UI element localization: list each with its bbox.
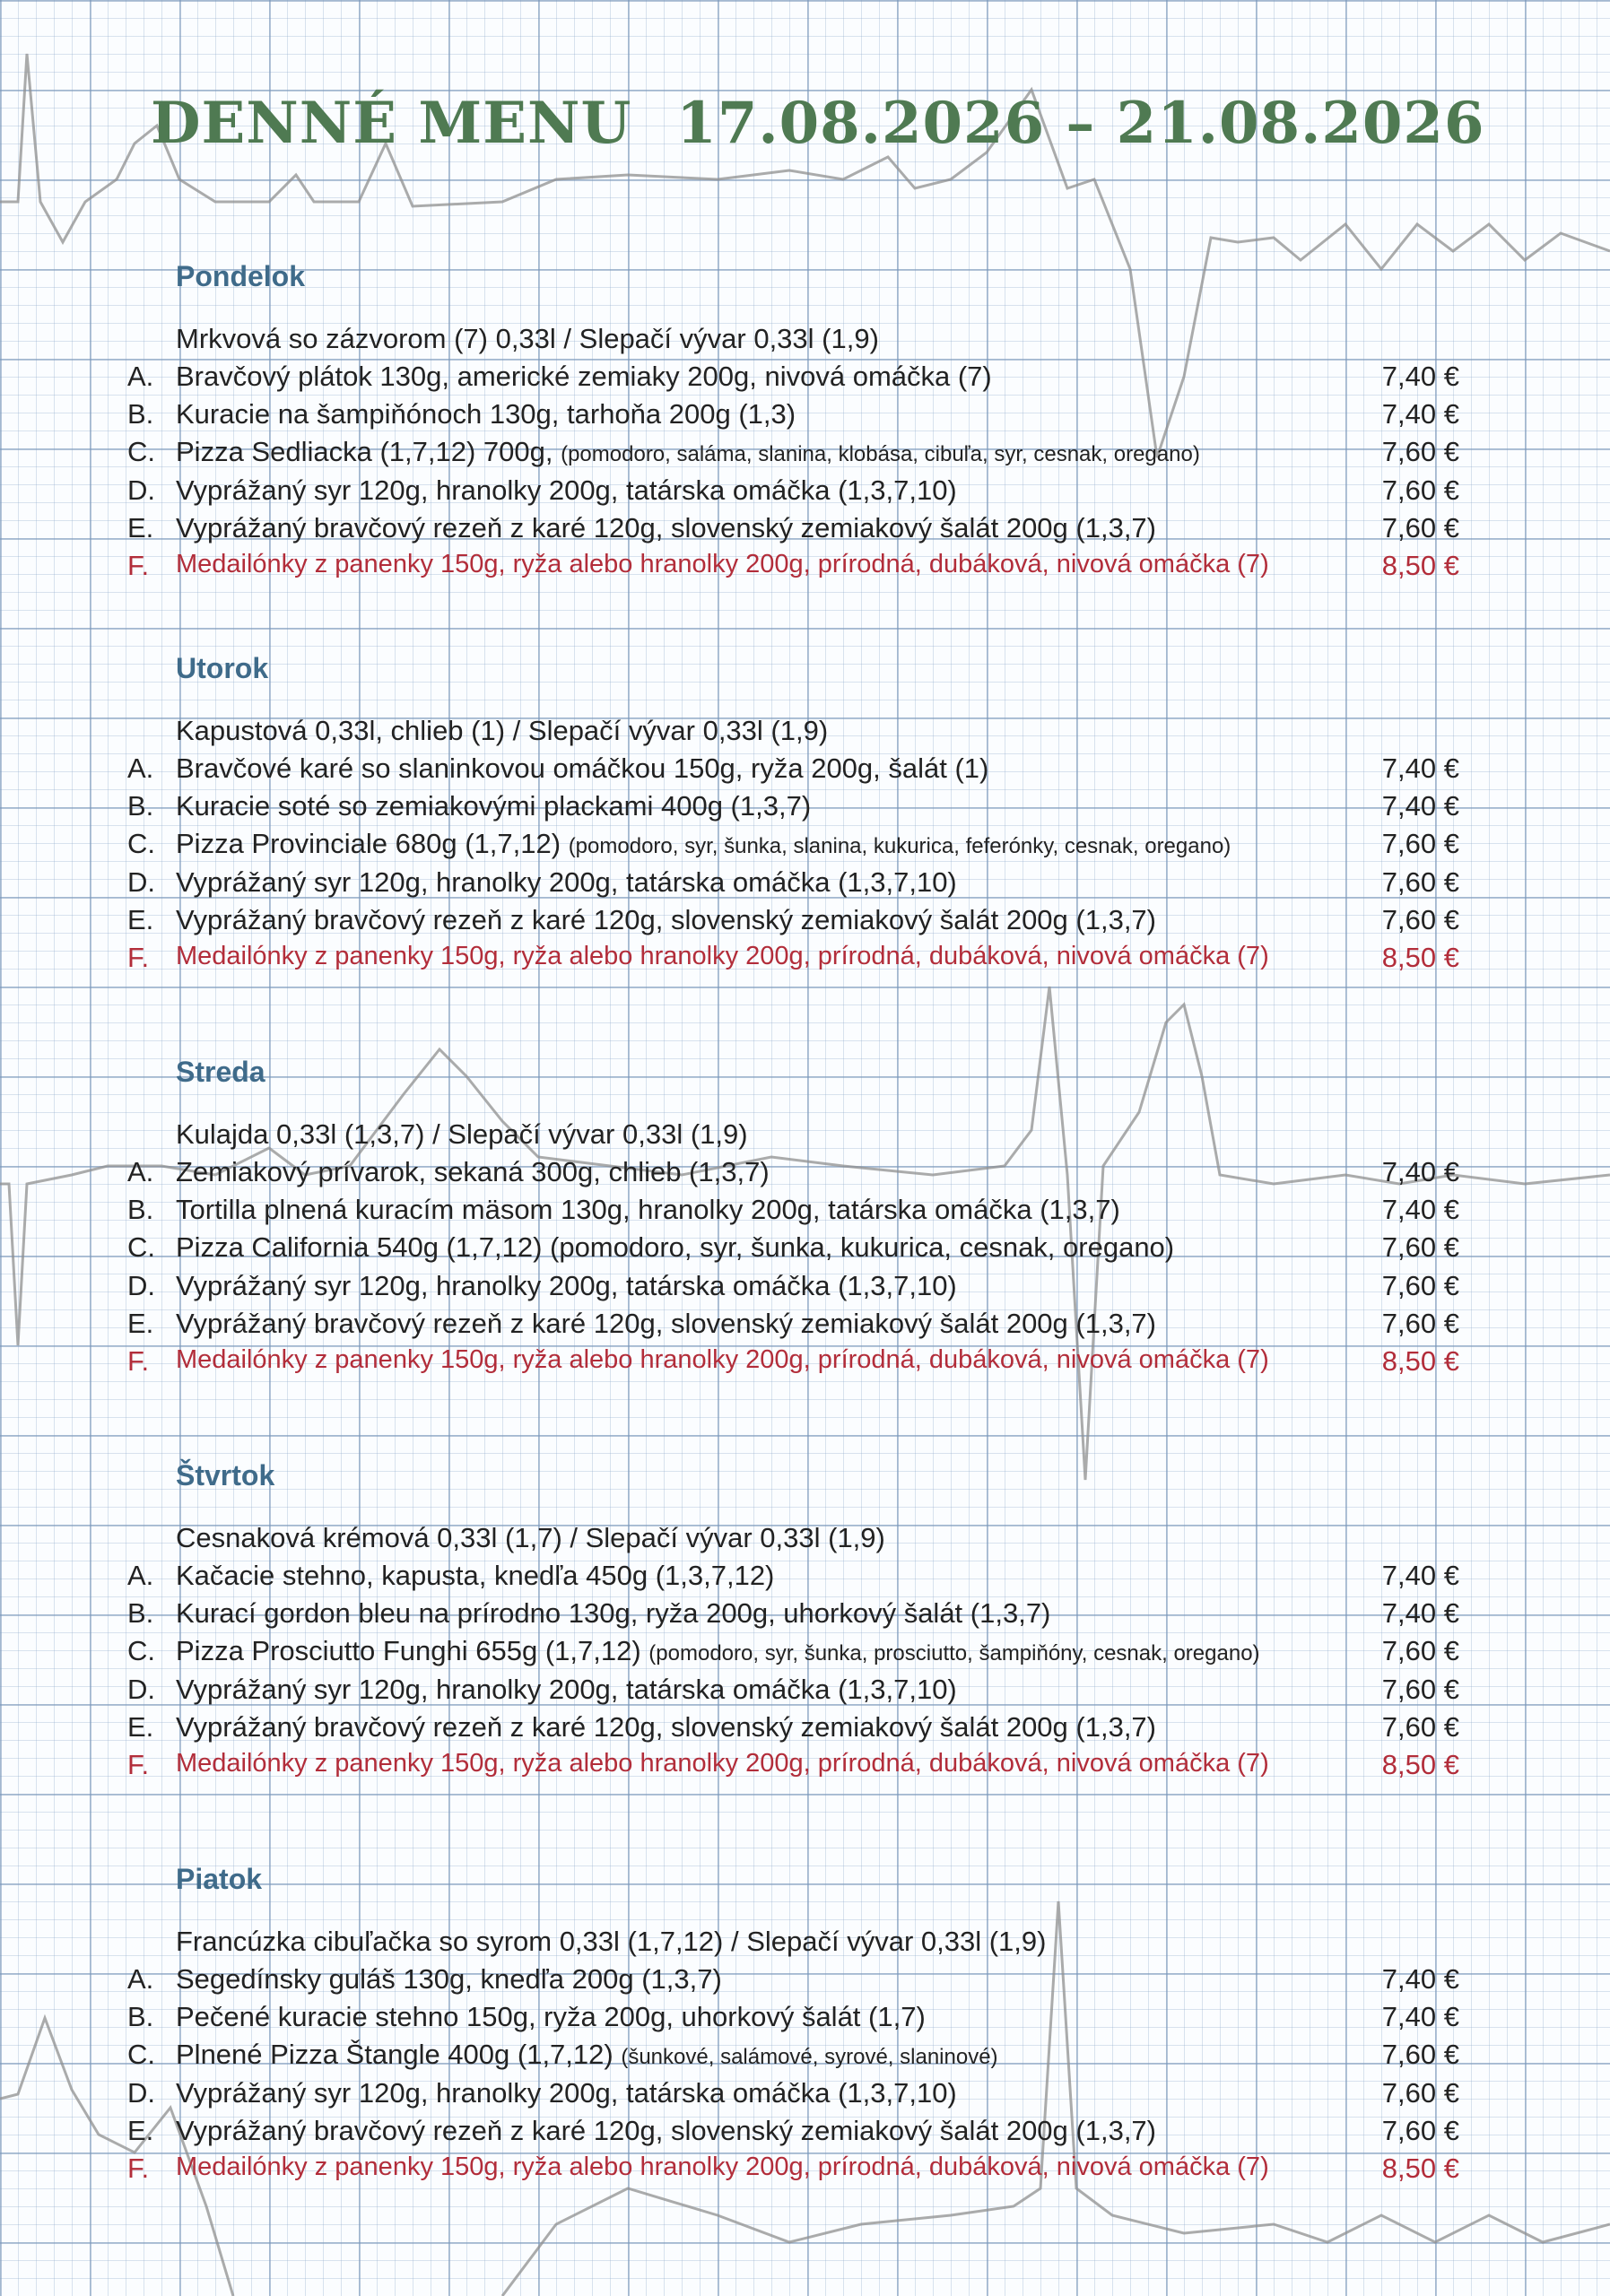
menu-item-b	[0, 2001, 1610, 2039]
menu-item-c	[0, 1231, 1610, 1269]
item-price: 7,60 €	[1381, 1307, 1459, 1339]
item-price: 7,60 €	[1381, 1673, 1459, 1705]
item-letter: E.	[127, 1307, 154, 1339]
soup-line: Cesnaková krémová 0,33l (1,7) / Slepačí vývar 0,33l (1,9)	[176, 1522, 885, 1553]
item-letter: A.	[127, 1156, 154, 1187]
menu-item-c	[0, 436, 1610, 474]
menu-item-b	[0, 1597, 1610, 1635]
menu-item-a	[0, 1560, 1610, 1597]
item-price: 7,60 €	[1381, 1269, 1459, 1301]
item-price: 7,60 €	[1381, 511, 1459, 544]
menu-item-d	[0, 2077, 1610, 2115]
item-price: 7,40 €	[1381, 2001, 1459, 2033]
day-heading: Utorok	[176, 652, 269, 684]
date-range: 17.08.2026 – 21.08.2026	[676, 90, 1485, 157]
day-heading: Streda	[176, 1056, 265, 1088]
item-letter: F.	[127, 1748, 150, 1780]
item-description: Plnené Pizza Štangle 400g (1,7,12) (šunkové, salámové, syrové, slaninové)	[176, 2039, 998, 2071]
item-price: 7,60 €	[1381, 865, 1459, 898]
item-description: Tortilla plnená kuracím mäsom 130g, hranolky 200g, tatárska omáčka (1,3,7)	[176, 1194, 1120, 1226]
item-description: Vyprážaný bravčový rezeň z karé 120g, slovenský zemiakový šalát 200g (1,3,7)	[176, 2114, 1156, 2146]
menu-item-d	[0, 1270, 1610, 1308]
item-price: 7,60 €	[1381, 1231, 1459, 1264]
day-heading: Štvrtok	[176, 1459, 275, 1492]
menu-item-c	[0, 828, 1610, 865]
soup-line: Francúzka cibuľačka so syrom 0,33l (1,7,12) / Slepačí vývar 0,33l (1,9)	[176, 1926, 1047, 1957]
item-letter: B.	[127, 1194, 154, 1226]
item-letter: B.	[127, 398, 154, 430]
item-letter: B.	[127, 790, 154, 822]
menu-item-e	[0, 2115, 1610, 2152]
item-letter: F.	[127, 1344, 150, 1377]
item-price: 7,60 €	[1381, 474, 1459, 506]
menu-title	[151, 90, 1484, 157]
item-description: Medailónky z panenky 150g, ryža alebo hranolky 200g, prírodná, dubáková, nivová omáčka (7)	[176, 941, 1269, 970]
item-letter: C.	[127, 828, 155, 860]
menu-item-c	[0, 2039, 1610, 2076]
menu-item-f	[0, 1345, 1610, 1383]
item-letter: A.	[127, 361, 154, 392]
item-price: 7,60 €	[1381, 1710, 1459, 1743]
item-description: Pizza California 540g (1,7,12) (pomodoro, syr, šunka, kukurica, cesnak, oregano)	[176, 1231, 1175, 1264]
menu-item-f	[0, 2152, 1610, 2190]
menu-item-a	[0, 752, 1610, 790]
day-heading: Piatok	[176, 1863, 263, 1895]
item-description: Medailónky z panenky 150g, ryža alebo hranolky 200g, prírodná, dubáková, nivová omáčka (7)	[176, 1344, 1269, 1374]
item-letter: E.	[127, 2114, 154, 2146]
item-description: Pečené kuracie stehno 150g, ryža 200g, uhorkový šalát (1,7)	[176, 2001, 926, 2033]
menu-item-b	[0, 790, 1610, 828]
item-letter: D.	[127, 1269, 155, 1301]
menu-item-f	[0, 1749, 1610, 1787]
item-letter: A.	[127, 752, 154, 784]
item-letter: F.	[127, 549, 150, 581]
item-description: Vyprážaný bravčový rezeň z karé 120g, slovenský zemiakový šalát 200g (1,3,7)	[176, 1307, 1156, 1339]
item-price: 8,50 €	[1381, 2152, 1459, 2184]
item-letter: D.	[127, 2076, 155, 2109]
menu-item-c	[0, 1635, 1610, 1673]
menu-item-d	[0, 1674, 1610, 1711]
menu-items	[0, 752, 1610, 979]
menu-item-f	[0, 550, 1610, 587]
item-description: Vyprážaný syr 120g, hranolky 200g, tatárska omáčka (1,3,7,10)	[176, 1673, 957, 1705]
item-description: Vyprážaný syr 120g, hranolky 200g, tatárska omáčka (1,3,7,10)	[176, 474, 957, 506]
item-description: Medailónky z panenky 150g, ryža alebo hranolky 200g, prírodná, dubáková, nivová omáčka (7)	[176, 1748, 1269, 1778]
soup-line: Kulajda 0,33l (1,3,7) / Slepačí vývar 0,33l (1,9)	[176, 1118, 748, 1150]
item-letter: B.	[127, 1597, 154, 1630]
item-letter: D.	[127, 474, 155, 506]
item-description: Vyprážaný bravčový rezeň z karé 120g, slovenský zemiakový šalát 200g (1,3,7)	[176, 1710, 1156, 1743]
menu-item-d	[0, 474, 1610, 512]
item-price: 7,60 €	[1381, 2039, 1459, 2071]
item-letter: D.	[127, 865, 155, 898]
item-price: 7,60 €	[1381, 903, 1459, 935]
item-description: Segedínsky guláš 130g, knedľa 200g (1,3,7)	[176, 1963, 722, 1995]
item-description: Kačacie stehno, kapusta, knedľa 450g (1,3,7,12)	[176, 1560, 775, 1591]
item-price: 7,40 €	[1381, 361, 1459, 392]
menu-item-e	[0, 1711, 1610, 1749]
menu-item-a	[0, 1963, 1610, 2001]
item-price: 8,50 €	[1381, 1344, 1459, 1377]
item-description: Vyprážaný syr 120g, hranolky 200g, tatárska omáčka (1,3,7,10)	[176, 2076, 957, 2109]
item-price: 7,40 €	[1381, 1963, 1459, 1995]
menu-items	[0, 1156, 1610, 1383]
item-description: Kurací gordon bleu na prírodno 130g, ryža 200g, uhorkový šalát (1,3,7)	[176, 1597, 1051, 1630]
menu-item-e	[0, 904, 1610, 942]
item-price: 8,50 €	[1381, 941, 1459, 973]
item-price: 8,50 €	[1381, 549, 1459, 581]
item-price: 7,60 €	[1381, 2114, 1459, 2146]
item-price: 7,40 €	[1381, 790, 1459, 822]
item-description: Vyprážaný syr 120g, hranolky 200g, tatárska omáčka (1,3,7,10)	[176, 1269, 957, 1301]
menu-items	[0, 1963, 1610, 2190]
item-description: Vyprážaný syr 120g, hranolky 200g, tatárska omáčka (1,3,7,10)	[176, 865, 957, 898]
title-text: DENNÉ MENU	[151, 90, 632, 157]
item-letter: A.	[127, 1963, 154, 1995]
item-description: Medailónky z panenky 150g, ryža alebo hranolky 200g, prírodná, dubáková, nivová omáčka (7)	[176, 2152, 1269, 2181]
item-description: Bravčové karé so slaninkovou omáčkou 150g, ryža 200g, šalát (1)	[176, 752, 989, 784]
item-letter: E.	[127, 903, 154, 935]
item-price: 7,40 €	[1381, 1194, 1459, 1226]
item-description: Medailónky z panenky 150g, ryža alebo hranolky 200g, prírodná, dubáková, nivová omáčka (7)	[176, 549, 1269, 578]
item-description: Vyprážaný bravčový rezeň z karé 120g, slovenský zemiakový šalát 200g (1,3,7)	[176, 903, 1156, 935]
item-price: 7,60 €	[1381, 2076, 1459, 2109]
item-description: Bravčový plátok 130g, americké zemiaky 200g, nivová omáčka (7)	[176, 361, 992, 392]
day-heading: Pondelok	[176, 260, 306, 292]
item-letter: C.	[127, 2039, 155, 2071]
item-description: Kuracie na šampiňónoch 130g, tarhoňa 200g (1,3)	[176, 398, 796, 430]
item-letter: C.	[127, 436, 155, 468]
menu-item-b	[0, 398, 1610, 436]
item-description: Zemiakový prívarok, sekaná 300g, chlieb (1,3,7)	[176, 1156, 770, 1187]
menu-item-b	[0, 1194, 1610, 1231]
item-description: Kuracie soté so zemiakovými plackami 400g (1,3,7)	[176, 790, 812, 822]
item-letter: E.	[127, 511, 154, 544]
item-price: 7,40 €	[1381, 1560, 1459, 1591]
menu-items	[0, 1560, 1610, 1787]
soup-line: Kapustová 0,33l, chlieb (1) / Slepačí vývar 0,33l (1,9)	[176, 715, 829, 746]
item-letter: F.	[127, 2152, 150, 2184]
item-letter: A.	[127, 1560, 154, 1591]
menu-item-e	[0, 512, 1610, 550]
item-letter: C.	[127, 1231, 155, 1264]
item-price: 7,60 €	[1381, 1635, 1459, 1667]
item-price: 7,40 €	[1381, 1156, 1459, 1187]
menu-item-a	[0, 361, 1610, 398]
item-price: 7,40 €	[1381, 398, 1459, 430]
item-letter: C.	[127, 1635, 155, 1667]
item-price: 8,50 €	[1381, 1748, 1459, 1780]
item-price: 7,60 €	[1381, 436, 1459, 468]
item-description: Pizza Sedliacka (1,7,12) 700g, (pomodoro, saláma, slanina, klobása, cibuľa, syr, cesnak, oregano)	[176, 436, 1200, 468]
item-letter: B.	[127, 2001, 154, 2033]
item-price: 7,60 €	[1381, 828, 1459, 860]
menu-item-a	[0, 1156, 1610, 1194]
item-description: Vyprážaný bravčový rezeň z karé 120g, slovenský zemiakový šalát 200g (1,3,7)	[176, 511, 1156, 544]
item-letter: E.	[127, 1710, 154, 1743]
item-price: 7,40 €	[1381, 752, 1459, 784]
item-letter: F.	[127, 941, 150, 973]
menu-item-e	[0, 1308, 1610, 1345]
soup-line: Mrkvová so zázvorom (7) 0,33l / Slepačí vývar 0,33l (1,9)	[176, 323, 879, 354]
item-description: Pizza Provinciale 680g (1,7,12) (pomodoro, syr, šunka, slanina, kukurica, feferónky, cesnak, oregano)	[176, 828, 1231, 860]
item-price: 7,40 €	[1381, 1597, 1459, 1630]
menu-item-d	[0, 866, 1610, 904]
menu-item-f	[0, 942, 1610, 979]
menu-items	[0, 361, 1610, 587]
item-letter: D.	[127, 1673, 155, 1705]
item-description: Pizza Prosciutto Funghi 655g (1,7,12) (pomodoro, syr, šunka, prosciutto, šampiňóny, cesnak, oregano)	[176, 1635, 1260, 1667]
